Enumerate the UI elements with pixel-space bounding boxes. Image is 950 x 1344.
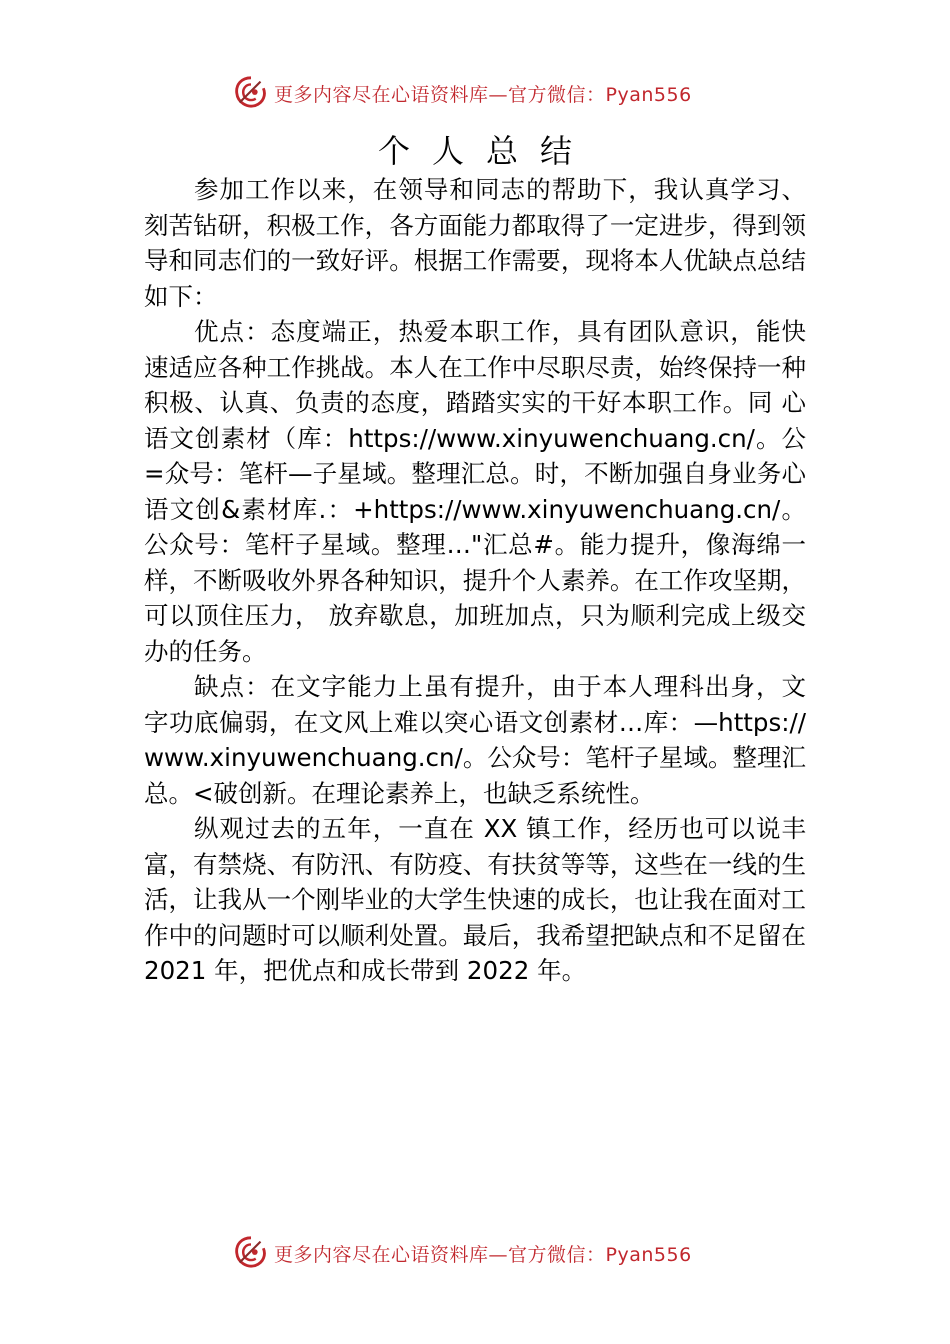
- red-swirl-logo-icon: [232, 1234, 270, 1272]
- red-swirl-logo-icon: [232, 74, 270, 112]
- footer-watermark: [232, 1233, 692, 1273]
- document-body: [144, 172, 806, 989]
- watermark-text: 更多内容尽在心语资料库—官方微信：: [274, 83, 606, 106]
- paragraph-intro: 参加工作以来，在领导和同志的帮助下，我认真学习、刻苦钻研，积极工作，各方面能力都取得了一定进步，得到领导和同志们的一致好评。根据工作需要，现将本人优缺点总结如下：: [144, 175, 806, 311]
- watermark-wechat-id: Pyan556: [605, 83, 692, 106]
- watermark-text: 更多内容尽在心语资料库—官方微信：: [274, 1243, 606, 1266]
- paragraph-review: 纵观过去的五年，一直在 XX 镇工作，经历也可以说丰富，有禁烧、有防汛、有防疫、有扶贫等等，这些在一线的生活，让我从一个刚毕业的大学生快速的成长，也让我在面对工作中的问题时可以顺利处置。最后，我希望把缺点和不足留在 2021 年，把优点和成长带到 2022 年。: [144, 814, 806, 985]
- header-watermark: [232, 73, 692, 113]
- paragraph-strengths: 优点：态度端正，热爱本职工作，具有团队意识，能快速适应各种工作挑战。本人在工作中尽职尽责，始终保持一种积极、认真、负责的态度，踏踏实实的干好本职工作。同 心语文创素材（库：https://www.xinyuwenchuang.cn/。公=众号：笔杆—子星域。整理汇总。时，不断加强自身业务心语文创&素材库.：+https://www.xinyuwenchuang.cn/。公众号：笔杆子星域。整理…"汇总#。能力提升，像海绵一样，不断吸收外界各种知识，提升个人素养。在工作攻坚期，可以顶住压力， 放弃歇息，加班加点，只为顺利完成上级交办的任务。: [144, 317, 806, 666]
- paragraph-weaknesses: 缺点：在文字能力上虽有提升，由于本人理科出身，文字功底偏弱，在文风上难以突心语文创素材…库：—https://www.xinyuwenchuang.cn/。公众号：笔杆子星域。整理汇总。<破创新。在理论素养上，也缺乏系统性。: [144, 672, 806, 808]
- document-title: 个人总结: [377, 132, 594, 170]
- watermark-wechat-id: Pyan556: [605, 1243, 692, 1266]
